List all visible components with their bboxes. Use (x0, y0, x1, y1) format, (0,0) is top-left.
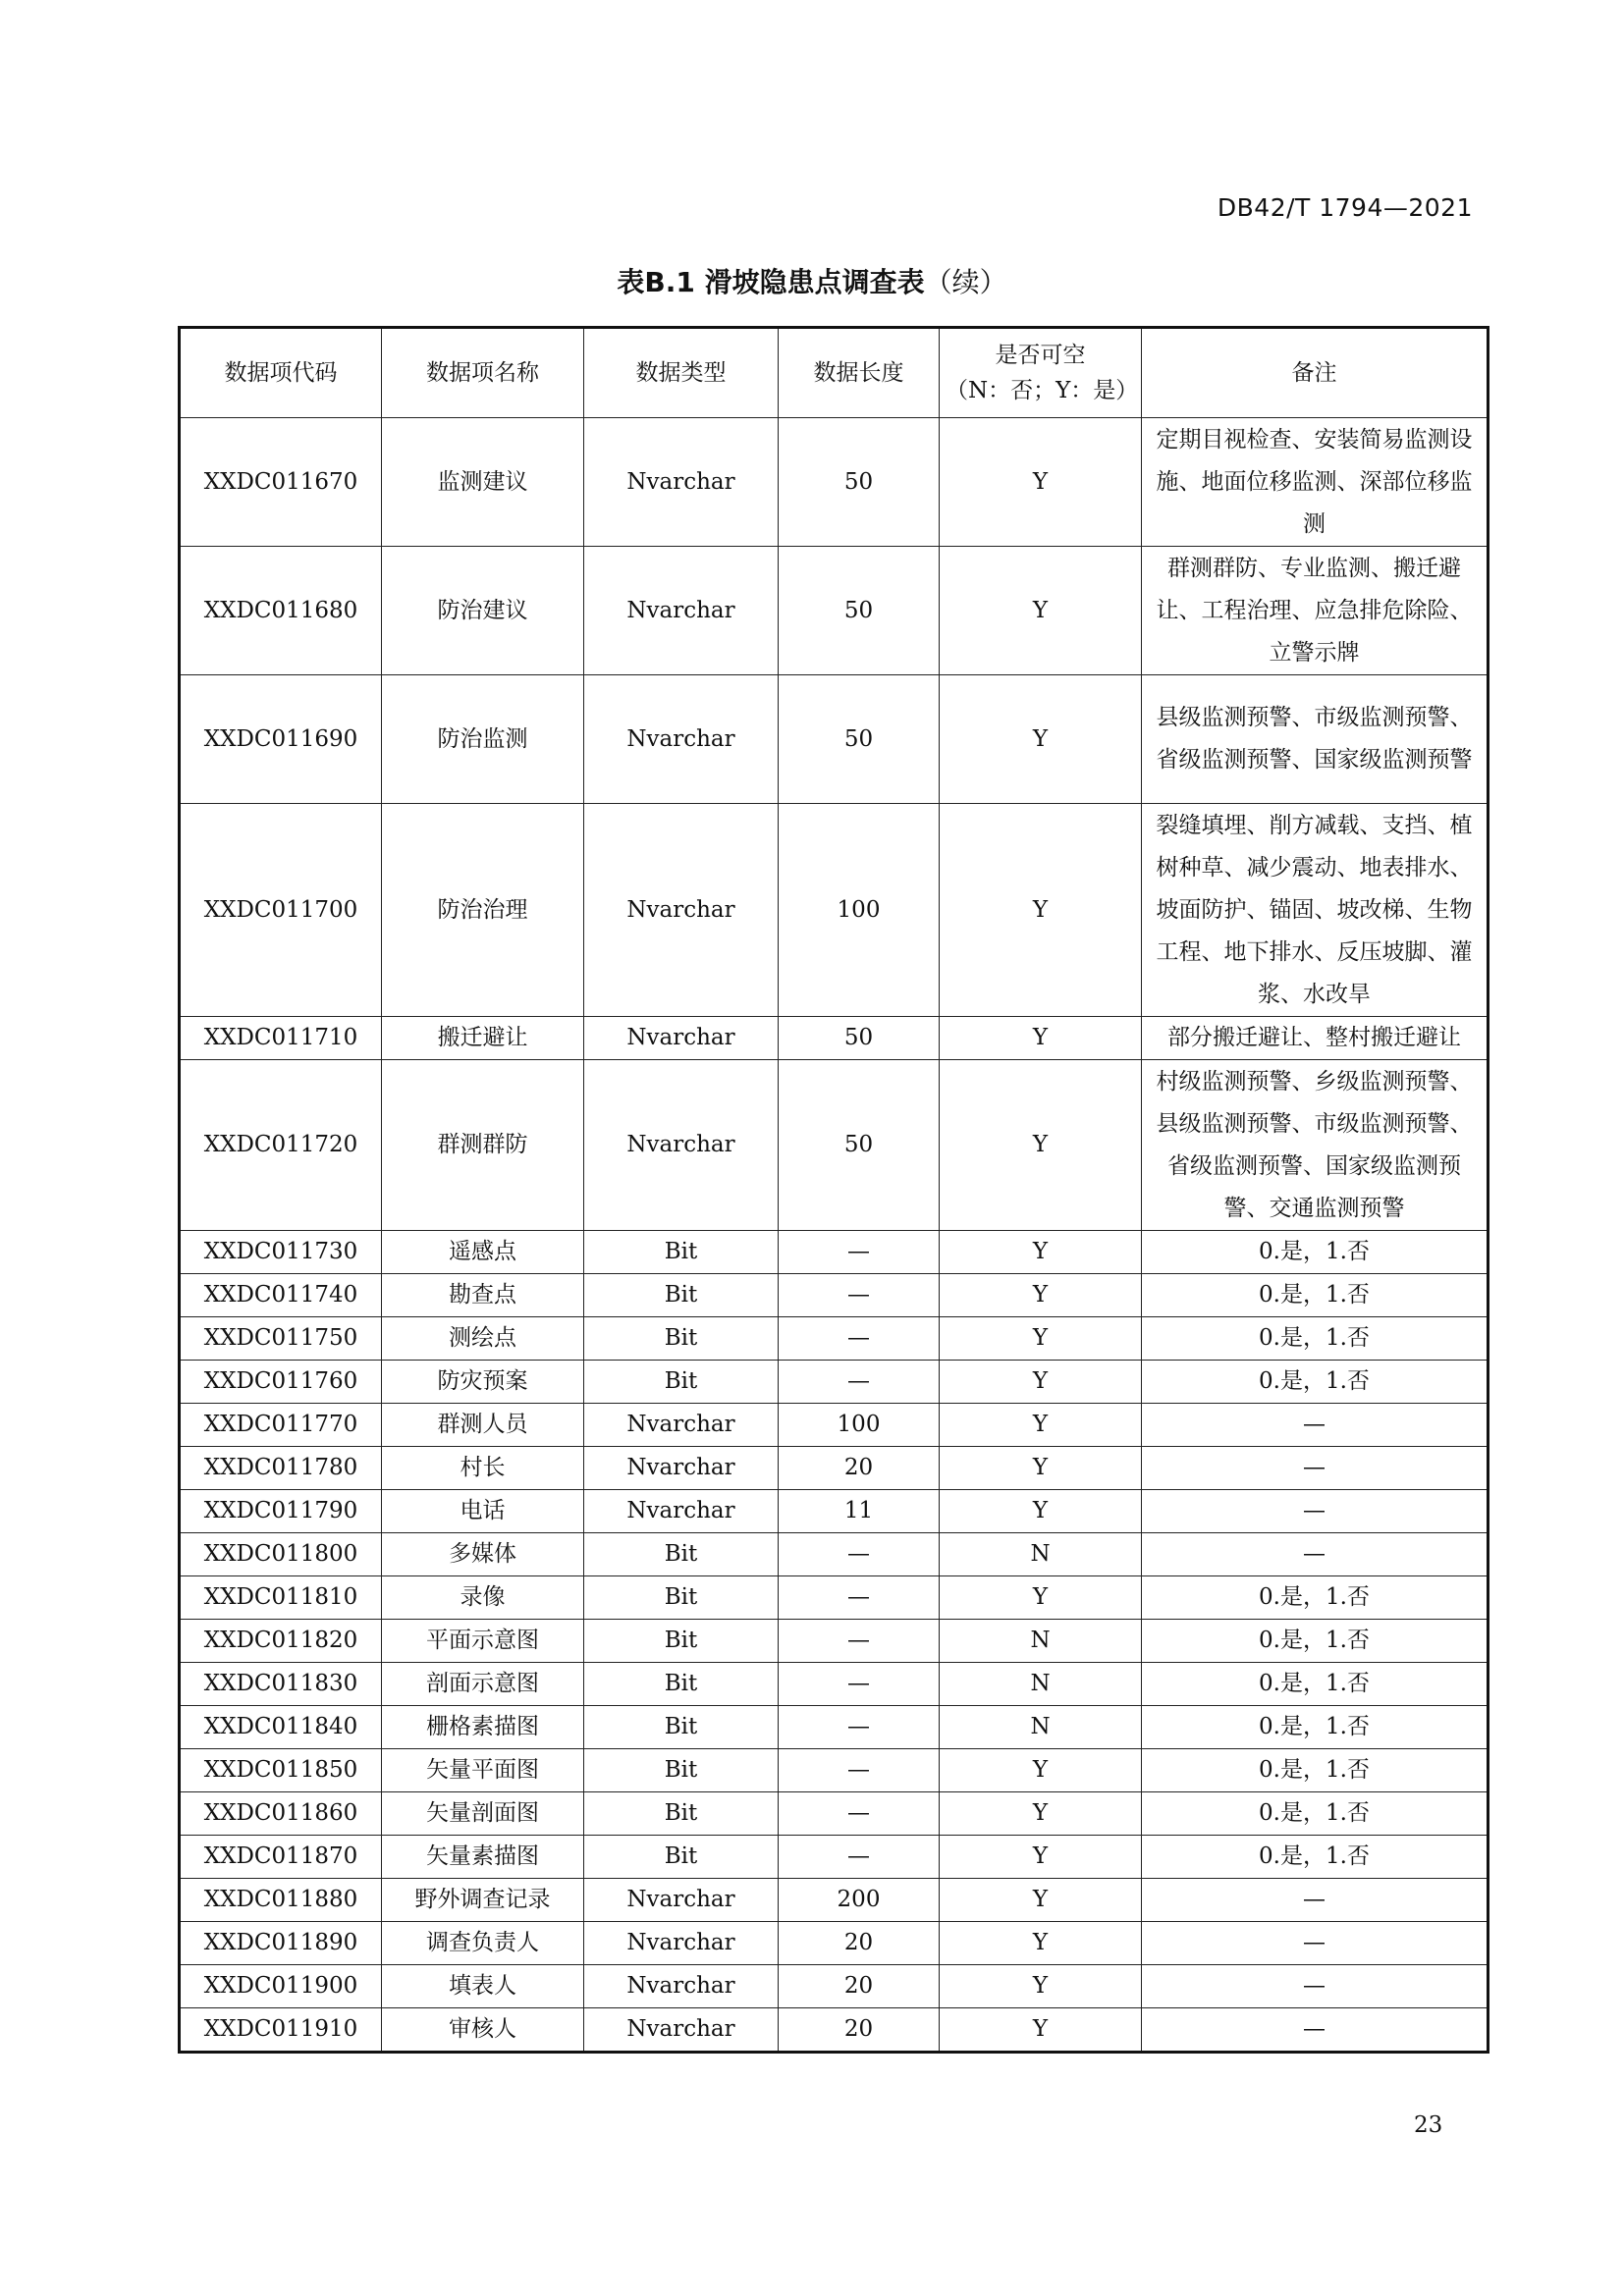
col-header-length: 数据长度 (779, 328, 940, 418)
table-row (180, 1533, 1489, 1576)
cell-nullable: Y (940, 2008, 1142, 2053)
cell-type: Nvarchar (584, 1922, 779, 1965)
cell-code: XXDC011740 (180, 1274, 382, 1317)
cell-nullable: N (940, 1706, 1142, 1749)
cell-length: 20 (779, 1965, 940, 2008)
cell-code: XXDC011670 (180, 418, 382, 547)
table-row (180, 1965, 1489, 2008)
cell-type: Bit (584, 1533, 779, 1576)
cell-length: 50 (779, 675, 940, 804)
cell-note: — (1142, 1447, 1489, 1490)
cell-name: 剖面示意图 (382, 1663, 584, 1706)
cell-length: 11 (779, 1490, 940, 1533)
cell-length: 50 (779, 547, 940, 675)
cell-type: Nvarchar (584, 1965, 779, 2008)
cell-code: XXDC011790 (180, 1490, 382, 1533)
cell-type: Nvarchar (584, 675, 779, 804)
cell-note: 0.是，1.否 (1142, 1576, 1489, 1620)
cell-note: 0.是，1.否 (1142, 1706, 1489, 1749)
cell-code: XXDC011900 (180, 1965, 382, 2008)
cell-code: XXDC011910 (180, 2008, 382, 2053)
cell-name: 多媒体 (382, 1533, 584, 1576)
cell-code: XXDC011880 (180, 1879, 382, 1922)
cell-code: XXDC011760 (180, 1361, 382, 1404)
cell-length: 50 (779, 1060, 940, 1231)
cell-name: 录像 (382, 1576, 584, 1620)
cell-type: Nvarchar (584, 1490, 779, 1533)
cell-name: 填表人 (382, 1965, 584, 2008)
cell-nullable: Y (940, 418, 1142, 547)
cell-type: Bit (584, 1706, 779, 1749)
cell-nullable: Y (940, 1447, 1142, 1490)
col-header-nullable-label: 是否可空 (995, 343, 1086, 368)
cell-nullable: Y (940, 1231, 1142, 1274)
table-row (180, 1447, 1489, 1490)
cell-note: 0.是，1.否 (1142, 1663, 1489, 1706)
cell-note: 群测群防、专业监测、搬迁避让、工程治理、应急排危除险、立警示牌 (1142, 547, 1489, 675)
cell-nullable: Y (940, 1749, 1142, 1792)
table-header-row (180, 328, 1489, 418)
table-row (180, 1017, 1489, 1060)
table-title-continued: （续） (924, 266, 1007, 298)
col-header-nullable (940, 328, 1142, 418)
cell-name: 群测群防 (382, 1060, 584, 1231)
table-row (180, 1231, 1489, 1274)
table-body (180, 418, 1489, 2053)
cell-note: 0.是，1.否 (1142, 1620, 1489, 1663)
cell-length: 100 (779, 804, 940, 1017)
document-code: DB42/T 1794—2021 (1217, 193, 1473, 222)
cell-length: — (779, 1706, 940, 1749)
table-row (180, 547, 1489, 675)
cell-length: 100 (779, 1404, 940, 1447)
cell-type: Bit (584, 1792, 779, 1836)
cell-length: 50 (779, 1017, 940, 1060)
cell-nullable: Y (940, 1836, 1142, 1879)
cell-note: — (1142, 1490, 1489, 1533)
cell-note: — (1142, 1922, 1489, 1965)
cell-nullable: Y (940, 1361, 1142, 1404)
table-row (180, 1404, 1489, 1447)
cell-length: — (779, 1663, 940, 1706)
cell-nullable: Y (940, 1965, 1142, 2008)
cell-code: XXDC011720 (180, 1060, 382, 1231)
cell-type: Bit (584, 1576, 779, 1620)
table-row (180, 1620, 1489, 1663)
cell-type: Bit (584, 1231, 779, 1274)
cell-note: 0.是，1.否 (1142, 1317, 1489, 1361)
table-row (180, 1922, 1489, 1965)
table-row (180, 1879, 1489, 1922)
cell-nullable: Y (940, 675, 1142, 804)
table-row (180, 1490, 1489, 1533)
cell-note: — (1142, 1533, 1489, 1576)
cell-note: 0.是，1.否 (1142, 1792, 1489, 1836)
cell-code: XXDC011830 (180, 1663, 382, 1706)
cell-type: Nvarchar (584, 804, 779, 1017)
cell-note: — (1142, 1404, 1489, 1447)
cell-name: 防治治理 (382, 804, 584, 1017)
cell-note: 0.是，1.否 (1142, 1749, 1489, 1792)
table-title (0, 261, 1624, 300)
cell-nullable: Y (940, 1490, 1142, 1533)
cell-name: 矢量素描图 (382, 1836, 584, 1879)
cell-type: Bit (584, 1836, 779, 1879)
cell-nullable: Y (940, 1317, 1142, 1361)
cell-name: 测绘点 (382, 1317, 584, 1361)
cell-type: Nvarchar (584, 1447, 779, 1490)
cell-type: Nvarchar (584, 1404, 779, 1447)
cell-length: 200 (779, 1879, 940, 1922)
cell-type: Nvarchar (584, 1017, 779, 1060)
cell-nullable: Y (940, 1792, 1142, 1836)
table-row (180, 1274, 1489, 1317)
col-header-code: 数据项代码 (180, 328, 382, 418)
cell-type: Bit (584, 1663, 779, 1706)
cell-nullable: Y (940, 1404, 1142, 1447)
cell-type: Bit (584, 1749, 779, 1792)
table-row (180, 1749, 1489, 1792)
cell-type: Nvarchar (584, 1060, 779, 1231)
cell-code: XXDC011800 (180, 1533, 382, 1576)
cell-nullable: N (940, 1620, 1142, 1663)
cell-note: — (1142, 1965, 1489, 2008)
cell-name: 勘查点 (382, 1274, 584, 1317)
cell-code: XXDC011860 (180, 1792, 382, 1836)
cell-name: 平面示意图 (382, 1620, 584, 1663)
cell-length: 50 (779, 418, 940, 547)
cell-nullable: Y (940, 804, 1142, 1017)
cell-name: 遥感点 (382, 1231, 584, 1274)
cell-note: 0.是，1.否 (1142, 1274, 1489, 1317)
page-number: 23 (1414, 2112, 1443, 2138)
cell-length: — (779, 1231, 940, 1274)
cell-note: — (1142, 1879, 1489, 1922)
cell-note: — (1142, 2008, 1489, 2053)
cell-note: 定期目视检查、安装简易监测设施、地面位移监测、深部位移监测 (1142, 418, 1489, 547)
cell-length: 20 (779, 1922, 940, 1965)
cell-nullable: N (940, 1663, 1142, 1706)
cell-code: XXDC011840 (180, 1706, 382, 1749)
col-header-type: 数据类型 (584, 328, 779, 418)
table-row (180, 1836, 1489, 1879)
cell-code: XXDC011690 (180, 675, 382, 804)
table-title-main: 表B.1 滑坡隐患点调查表 (617, 266, 925, 298)
cell-note: 0.是，1.否 (1142, 1231, 1489, 1274)
cell-length: — (779, 1317, 940, 1361)
table-row (180, 1576, 1489, 1620)
cell-code: XXDC011870 (180, 1836, 382, 1879)
cell-type: Bit (584, 1274, 779, 1317)
cell-code: XXDC011780 (180, 1447, 382, 1490)
col-header-name: 数据项名称 (382, 328, 584, 418)
cell-note: 0.是，1.否 (1142, 1836, 1489, 1879)
cell-name: 搬迁避让 (382, 1017, 584, 1060)
cell-length: — (779, 1792, 940, 1836)
cell-length: — (779, 1749, 940, 1792)
cell-code: XXDC011730 (180, 1231, 382, 1274)
table-row (180, 675, 1489, 804)
cell-name: 调查负责人 (382, 1922, 584, 1965)
cell-length: — (779, 1274, 940, 1317)
table-row (180, 418, 1489, 547)
table-row (180, 804, 1489, 1017)
cell-name: 野外调查记录 (382, 1879, 584, 1922)
cell-name: 矢量剖面图 (382, 1792, 584, 1836)
cell-length: — (779, 1620, 940, 1663)
cell-note: 0.是，1.否 (1142, 1361, 1489, 1404)
cell-name: 栅格素描图 (382, 1706, 584, 1749)
col-header-nullable-hint: （N：否；Y：是） (946, 378, 1139, 403)
table-row (180, 2008, 1489, 2053)
cell-name: 审核人 (382, 2008, 584, 2053)
cell-code: XXDC011710 (180, 1017, 382, 1060)
cell-name: 防灾预案 (382, 1361, 584, 1404)
cell-type: Bit (584, 1317, 779, 1361)
cell-name: 监测建议 (382, 418, 584, 547)
cell-nullable: Y (940, 1274, 1142, 1317)
table-row (180, 1361, 1489, 1404)
cell-nullable: Y (940, 1060, 1142, 1231)
cell-type: Nvarchar (584, 418, 779, 547)
table-row (180, 1706, 1489, 1749)
cell-type: Nvarchar (584, 547, 779, 675)
cell-note: 部分搬迁避让、整村搬迁避让 (1142, 1017, 1489, 1060)
cell-name: 电话 (382, 1490, 584, 1533)
data-table (178, 326, 1489, 2054)
cell-code: XXDC011850 (180, 1749, 382, 1792)
cell-note: 裂缝填埋、削方减载、支挡、植树种草、减少震动、地表排水、坡面防护、锚固、坡改梯、生物工程、地下排水、反压坡脚、灌浆、水改旱 (1142, 804, 1489, 1017)
cell-type: Bit (584, 1620, 779, 1663)
cell-name: 防治监测 (382, 675, 584, 804)
cell-name: 防治建议 (382, 547, 584, 675)
cell-length: — (779, 1836, 940, 1879)
table-row (180, 1317, 1489, 1361)
cell-nullable: Y (940, 1879, 1142, 1922)
cell-note: 村级监测预警、乡级监测预警、县级监测预警、市级监测预警、省级监测预警、国家级监测预警、交通监测预警 (1142, 1060, 1489, 1231)
cell-nullable: N (940, 1533, 1142, 1576)
cell-code: XXDC011680 (180, 547, 382, 675)
cell-code: XXDC011770 (180, 1404, 382, 1447)
cell-code: XXDC011700 (180, 804, 382, 1017)
cell-name: 村长 (382, 1447, 584, 1490)
cell-length: 20 (779, 2008, 940, 2053)
cell-note: 县级监测预警、市级监测预警、省级监测预警、国家级监测预警 (1142, 675, 1489, 804)
cell-nullable: Y (940, 1922, 1142, 1965)
cell-type: Nvarchar (584, 2008, 779, 2053)
cell-length: — (779, 1361, 940, 1404)
cell-nullable: Y (940, 547, 1142, 675)
cell-code: XXDC011890 (180, 1922, 382, 1965)
table-row (180, 1060, 1489, 1231)
cell-code: XXDC011750 (180, 1317, 382, 1361)
cell-length: — (779, 1576, 940, 1620)
cell-code: XXDC011820 (180, 1620, 382, 1663)
cell-length: — (779, 1533, 940, 1576)
cell-type: Bit (584, 1361, 779, 1404)
cell-nullable: Y (940, 1576, 1142, 1620)
cell-type: Nvarchar (584, 1879, 779, 1922)
cell-length: 20 (779, 1447, 940, 1490)
cell-nullable: Y (940, 1017, 1142, 1060)
cell-name: 群测人员 (382, 1404, 584, 1447)
table-row (180, 1792, 1489, 1836)
cell-name: 矢量平面图 (382, 1749, 584, 1792)
col-header-note: 备注 (1142, 328, 1489, 418)
cell-code: XXDC011810 (180, 1576, 382, 1620)
table-row (180, 1663, 1489, 1706)
